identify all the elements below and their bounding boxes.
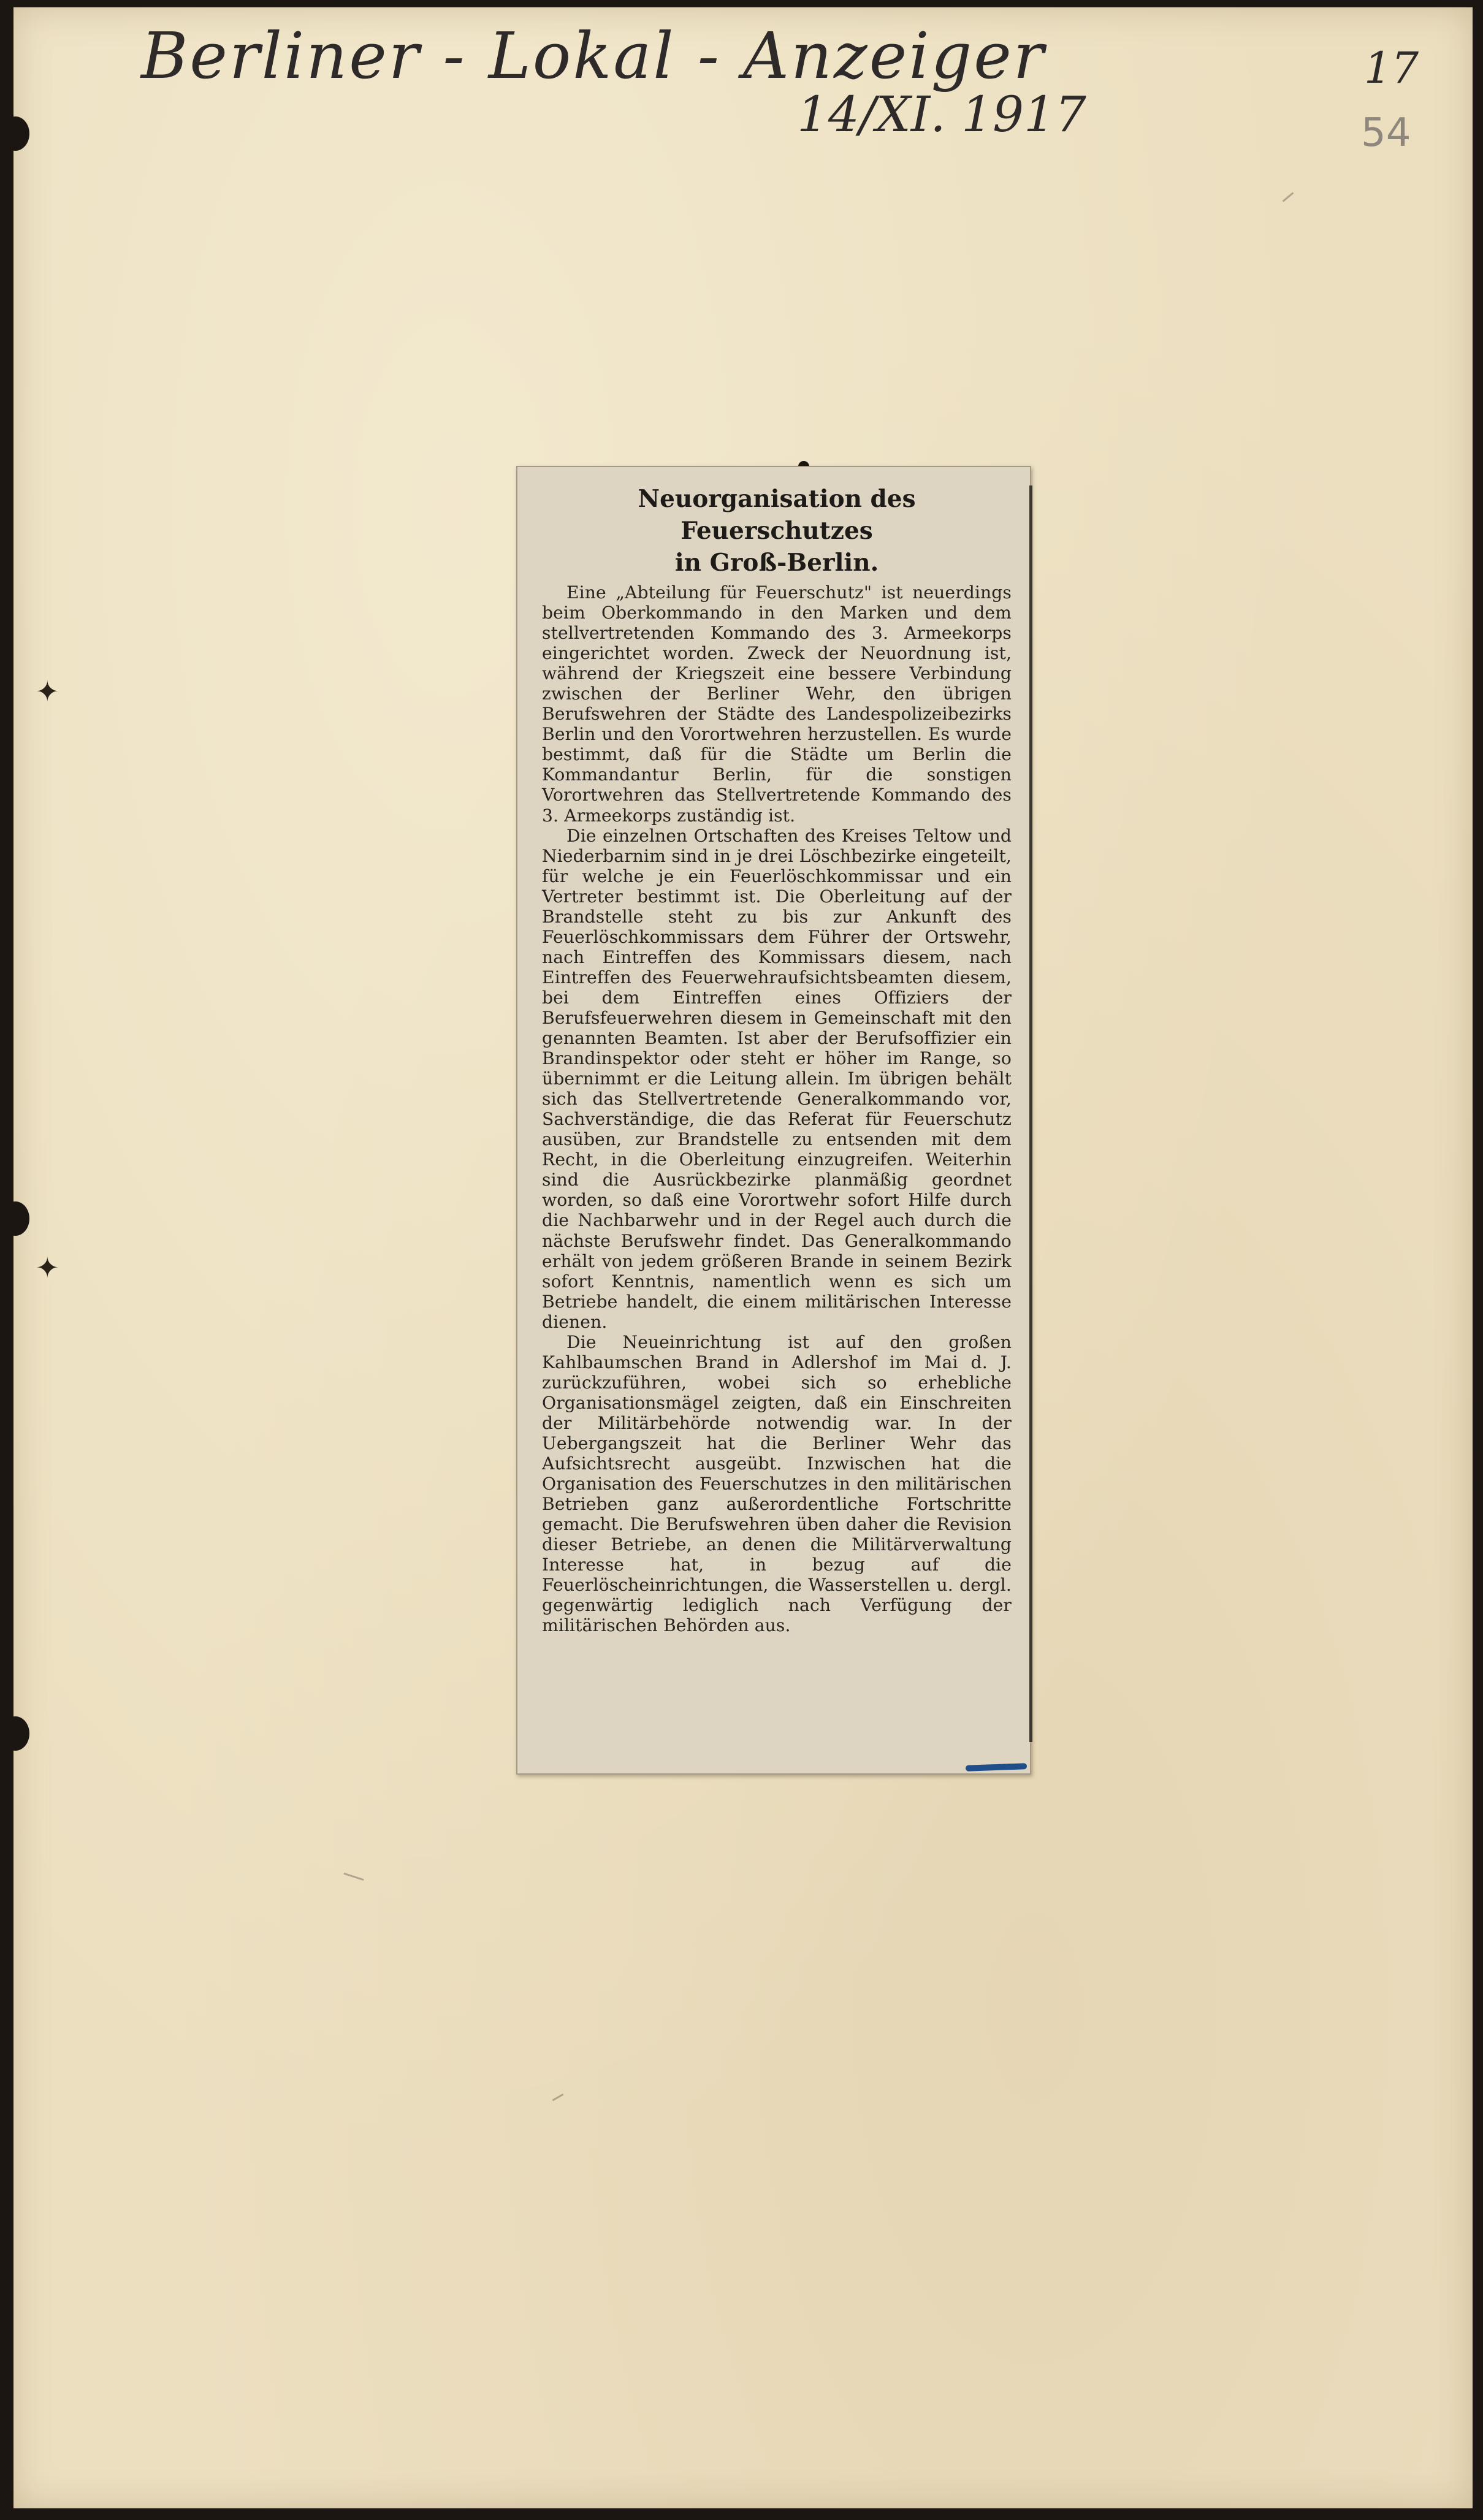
headline-line-2: in Groß-Berlin.: [674, 549, 879, 577]
punch-hole-bottom: [1, 1716, 29, 1751]
newspaper-clipping: [516, 466, 1031, 1775]
article-paragraph-1: Eine „Abteilung für Feuerschutz" ist neuerdings beim Oberkommando in den Marken und dem stellvertretenden Kommando des 3. Armeekorps eingerichtet worden. Zweck der Neuordnung ist, während der Kriegszeit eine bessere Verbindung zwischen der Berliner Wehr, den übrigen Berufswehren der Städte des Landespolizeibezirks Berlin und den Vorortwehren herzustellen. Es wurde bestimmt, daß für die Städte um Berlin die Kommandantur Berlin, für die sonstigen Vorortwehren das Stellvertretende Kommando des 3. Armeekorps zuständig ist.: [542, 582, 1012, 826]
article-paragraph-2: Die einzelnen Ortschaften des Kreises Teltow und Niederbarnim sind in je drei Löschbezirke eingeteilt, für welche je ein Feuerlöschkommissar und ein Vertreter bestimmt ist. Die Oberleitung auf der Brandstelle steht zu bis zur Ankunft des Feuerlöschkommissars dem Führer der Ortswehr, nach Eintreffen des Kommissars diesem, nach Eintreffen des Feuerwehraufsichtsbeamten diesem, bei dem Eintreffen eines Offiziers der Berufsfeuerwehren diesem in Gemeinschaft mit den genannten Beamten. Ist aber der Berufsoffizier ein Brandinspektor oder steht er höher im Range, so übernimmt er die Leitung allein. Im übrigen behält sich das Stellvertretende Generalkommando vor, Sachverständige, die das Referat für Feuerschutz ausüben, zur Brandstelle zu entsenden mit dem Recht, in die Oberleitung einzugreifen. Weiterhin sind die Ausrückbezirke planmäßig geordnet worden, so daß eine Vorortwehr sofort Hilfe durch die Nachbarwehr und in der Regel auch durch die nächste Berufswehr findet. Das Generalkommando erhält von jedem größeren Brande in seinem Bezirk sofort Kenntnis, namentlich wenn es sich um Betriebe handelt, die einem militärischen Interesse dienen.: [542, 825, 1012, 1332]
handwritten-date: 14/XI. 1917: [797, 86, 1086, 143]
pencil-page-number: 54: [1361, 110, 1411, 156]
handwritten-item-number: 17: [1364, 43, 1419, 93]
punch-hole-top: [1, 116, 29, 151]
punch-hole-middle: [1, 1201, 29, 1236]
handwritten-source: Berliner - Lokal - Anzeiger: [141, 18, 1046, 93]
nail-mark-lower: ✦: [36, 1251, 59, 1284]
article-paragraph-3: Die Neueinrichtung ist auf den großen Kahlbaumschen Brand in Adlershof im Mai d. J. zurückzuführen, wobei sich so erhebliche Organisationsmägel zeigten, daß ein Einschreiten der Militärbehörde notwendig war. In der Uebergangszeit hat die Berliner Wehr das Aufsichtsrecht ausgeübt. Inzwischen hat die Organisation des Feuerschutzes in den militärischen Betrieben ganz außerordentliche Fortschritte gemacht. Die Berufswehren üben daher die Revision dieser Betriebe, an denen die Militärverwaltung Interesse hat, in bezug auf die Feuerlöscheinrichtungen, die Wasserstellen u. dergl. gegenwärtig lediglich nach Verfügung der militärischen Behörden aus.: [542, 1331, 1012, 1636]
nail-mark-upper: ✦: [36, 675, 59, 708]
article-headline: [542, 483, 1012, 579]
headline-line-1: Neuorganisation des Feuerschutzes: [638, 485, 916, 545]
